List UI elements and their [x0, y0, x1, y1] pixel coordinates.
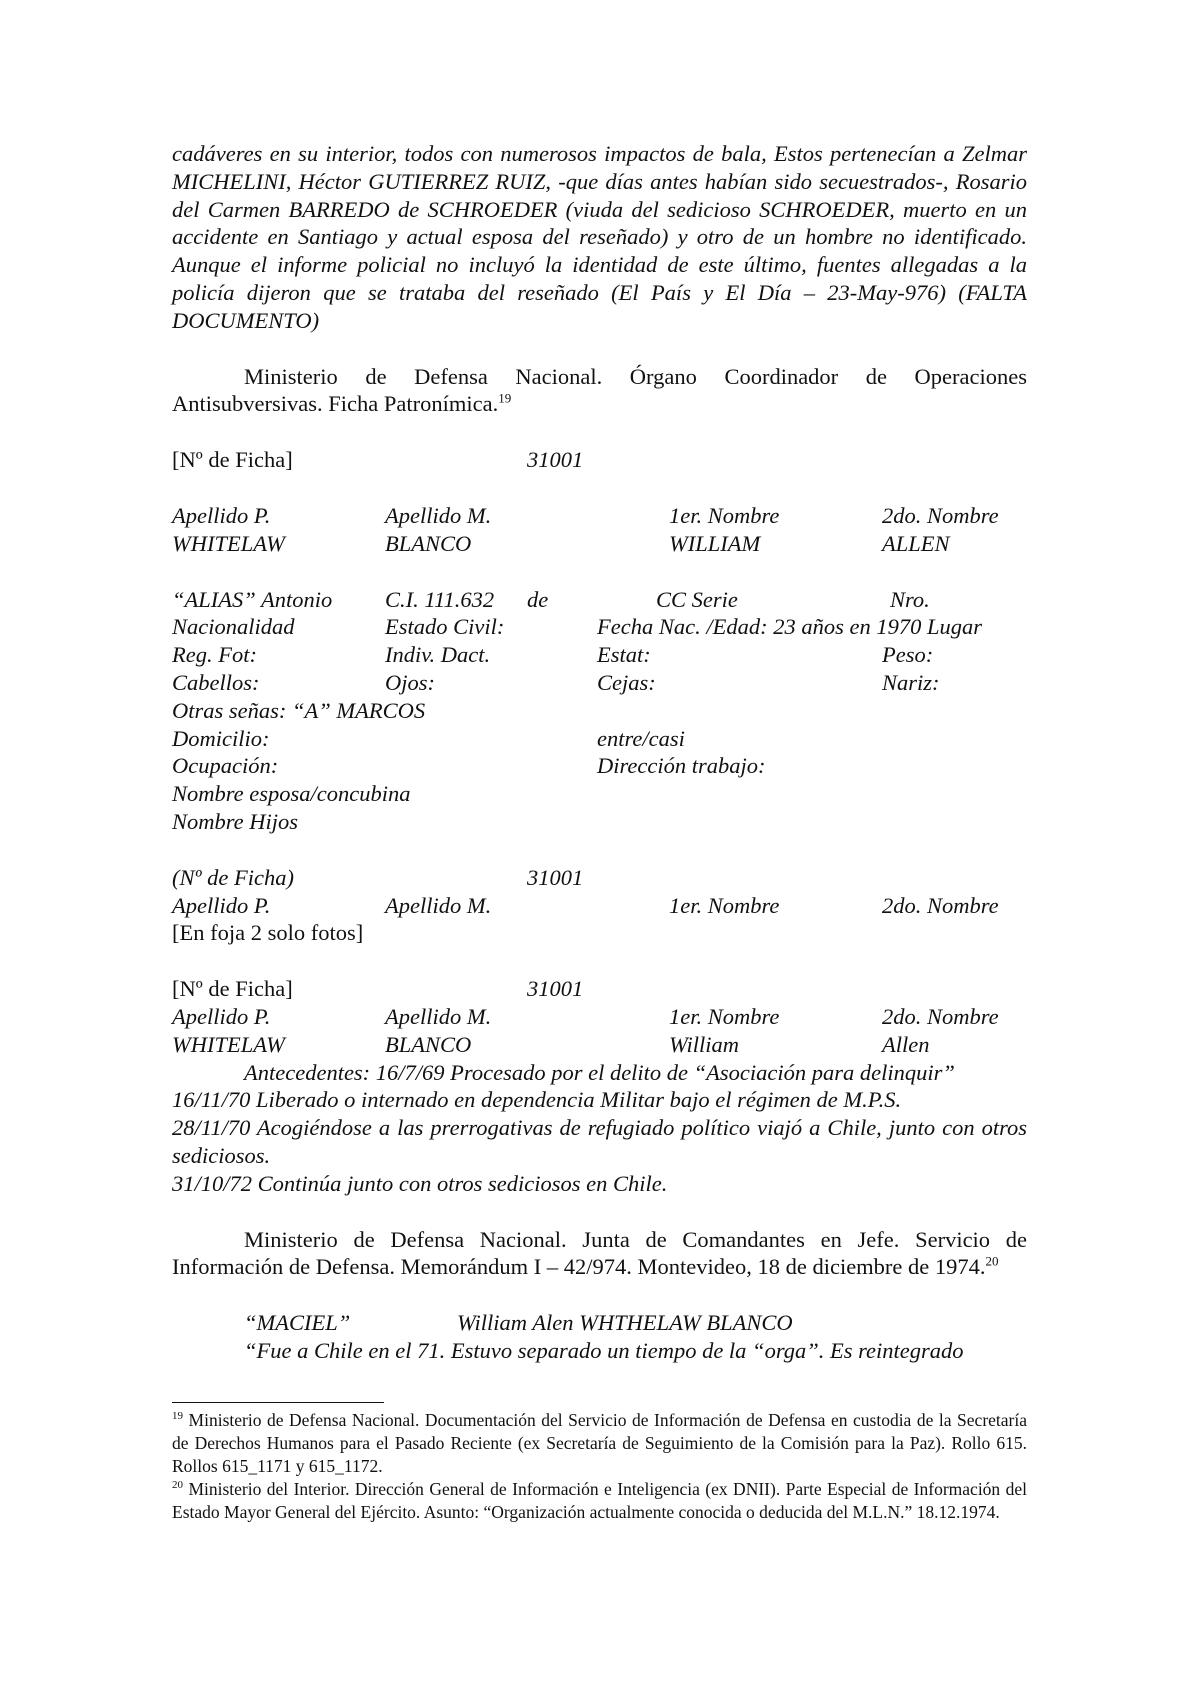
ficha2-header-2do-nombre: 2do. Nombre	[882, 892, 999, 918]
ci-de: de	[527, 586, 549, 612]
header-apellido-p: Apellido P.	[172, 502, 271, 528]
ficha3-number-row	[172, 975, 1027, 1003]
ojos-field: Ojos:	[385, 669, 435, 695]
maciel-alias: “MACIEL”	[244, 1310, 351, 1336]
estado-civil-field: Estado Civil:	[385, 614, 505, 640]
ficha1-otras-senas-row	[172, 697, 1027, 725]
indiv-dact-field: Indiv. Dact.	[385, 642, 491, 668]
otras-senas-field: Otras señas: “A” MARCOS	[172, 697, 426, 723]
footnote-19-number: 19	[172, 1410, 183, 1423]
name-apellido-m: BLANCO	[385, 530, 472, 556]
ficha3-header-2do-nombre: 2do. Nombre	[882, 1003, 999, 1029]
maciel-row	[172, 1309, 1027, 1337]
ficha3-number: 31001	[527, 976, 584, 1002]
footnote-19	[172, 1409, 1027, 1478]
reg-fot-field: Reg. Fot:	[172, 642, 257, 668]
domicilio-field: Domicilio:	[172, 725, 270, 751]
ficha3-name-1er-nombre: William	[669, 1031, 740, 1057]
entre-casi-field: entre/casi	[597, 725, 685, 751]
nombre-hijos-field: Nombre Hijos	[172, 808, 299, 834]
ficha3-name-apellido-p: WHITELAW	[172, 1031, 285, 1057]
direccion-trabajo-field: Dirección trabajo:	[597, 753, 766, 779]
ficha1-header-row	[172, 502, 1027, 530]
ficha1-label: [Nº de Ficha]	[172, 447, 293, 473]
ficha2-note-row	[172, 919, 1027, 947]
cejas-field: Cejas:	[597, 669, 656, 695]
ficha3-header-row	[172, 1003, 1027, 1031]
cabellos-field: Cabellos:	[172, 669, 260, 695]
ficha2-note: [En foja 2 solo fotos]	[172, 920, 364, 946]
ficha1-alias-row	[172, 586, 1027, 614]
ficha1-number: 31001	[527, 447, 584, 473]
name-2do-nombre: ALLEN	[882, 530, 950, 556]
ficha1-regfot-row	[172, 641, 1027, 669]
section1-heading-text: Ministerio de Defensa Nacional. Órgano Coordinador de Operaciones Antisubversivas. Ficha Patronímica.	[172, 363, 1027, 417]
footnote-20-number: 20	[172, 1479, 183, 1492]
header-apellido-m: Apellido M.	[385, 502, 492, 528]
ficha3-name-2do-nombre: Allen	[882, 1031, 930, 1057]
ficha3-header-apellido-m: Apellido M.	[385, 1003, 492, 1029]
ficha3-names-row	[172, 1031, 1027, 1059]
estat-field: Estat:	[597, 642, 651, 668]
ficha1-domicilio-row	[172, 725, 1027, 753]
footnote-ref-20: 20	[985, 1253, 999, 1269]
cc-serie-field: CC Serie	[656, 586, 738, 612]
ficha2-number-row	[172, 864, 1027, 892]
ci-field: C.I. 111.632	[385, 586, 495, 612]
ficha3-name-apellido-m: BLANCO	[385, 1031, 472, 1057]
ficha1-cabellos-row	[172, 669, 1027, 697]
ficha2-label: (Nº de Ficha)	[172, 864, 294, 890]
ficha2-header-apellido-m: Apellido M.	[385, 892, 492, 918]
document-page	[172, 140, 1027, 1365]
footnote-19-text: Ministerio de Defensa Nacional. Documentación del Servicio de Información de Defensa en custodia de la Secretaría de Derechos Humanos para el Pasado Reciente (ex Secretaría de Seguimiento de la Comisión para la Paz). Rollo 615. Rollos 615_1171 y 615_1172.	[172, 1410, 1028, 1476]
footnote-separator	[172, 1402, 384, 1403]
ficha2-header-row	[172, 892, 1027, 920]
name-1er-nombre: WILLIAM	[669, 530, 761, 556]
maciel-quote: “Fue a Chile en el 71. Estuvo separado un tiempo de la “orga”. Es reintegrado	[244, 1337, 964, 1363]
antecedentes-line-1: Antecedentes: 16/7/69 Procesado por el delito de “Asociación para delinquir”	[244, 1059, 955, 1085]
nombre-esposa-field: Nombre esposa/concubina	[172, 781, 411, 807]
ficha2-header-1er-nombre: 1er. Nombre	[669, 892, 780, 918]
footnotes	[172, 1409, 1027, 1524]
antecedentes-line-4: 31/10/72 Continúa junto con otros sediciosos en Chile.	[172, 1170, 668, 1196]
alias-field: “ALIAS” Antonio	[172, 586, 333, 612]
ficha2-header-apellido-p: Apellido P.	[172, 892, 271, 918]
footnote-20-text: Ministerio del Interior. Dirección General de Información e Inteligencia (ex DNII). Parte Especial de Información del Estado Mayor General del Ejército. Asunto: “Organización actualmente conocida o deducida del M.L.N.” 18.12.1974.	[172, 1479, 1027, 1522]
section2-heading-text: Ministerio de Defensa Nacional. Junta de Comandantes en Jefe. Servicio de Información de Defensa. Memorándum I – 42/974. Montevideo, 18 de diciembre de 1974.	[172, 1226, 1027, 1280]
section2-heading	[172, 1226, 1027, 1282]
ficha1-nacionalidad-row	[172, 613, 1027, 641]
section1-heading	[172, 363, 1027, 419]
footnote-ref-19: 19	[498, 390, 512, 406]
ficha3-label: [Nº de Ficha]	[172, 976, 293, 1002]
ficha1-number-row	[172, 446, 1027, 474]
nariz-field: Nariz:	[882, 669, 940, 695]
header-1er-nombre: 1er. Nombre	[669, 502, 780, 528]
antecedentes-line-3: 28/11/70 Acogiéndose a las prerrogativas de refugiado político viajó a Chile, junto con otros sediciosos.	[172, 1115, 1027, 1168]
header-2do-nombre: 2do. Nombre	[882, 502, 999, 528]
antecedentes-line-2: 16/11/70 Liberado o internado en dependencia Militar bajo el régimen de M.P.S.	[172, 1087, 902, 1113]
ocupacion-field: Ocupación:	[172, 753, 279, 779]
ficha1-ocupacion-row	[172, 752, 1027, 780]
peso-field: Peso:	[882, 642, 934, 668]
ficha1-esposa-row	[172, 780, 1027, 808]
fecha-nac-field: Fecha Nac. /Edad: 23 años en 1970 Lugar	[597, 614, 982, 640]
ficha3-header-1er-nombre: 1er. Nombre	[669, 1003, 780, 1029]
name-apellido-p: WHITELAW	[172, 530, 285, 556]
ficha1-names-row	[172, 530, 1027, 558]
maciel-name: William Alen WHTHELAW BLANCO	[457, 1310, 793, 1336]
nacionalidad-field: Nacionalidad	[172, 614, 295, 640]
ficha1-hijos-row	[172, 808, 1027, 836]
nro-field: Nro.	[890, 586, 930, 612]
intro-paragraph: cadáveres en su interior, todos con numerosos impactos de bala, Estos pertenecían a Zelmar MICHELINI, Héctor GUTIERREZ RUIZ, -que días antes habían sido secuestrados-, Rosario del Carmen BARREDO de SCHROEDER (viuda del sedicioso SCHROEDER, muerto en un accidente en Santiago y actual esposa del reseñado) y otro de un hombre no identificado. Aunque el informe policial no incluyó la identidad de este último, fuentes allegadas a la policía dijeron que se trataba del reseñado (El País y El Día – 23-May-976) (FALTA DOCUMENTO)	[172, 141, 1027, 333]
ficha2-number: 31001	[527, 864, 584, 890]
footnote-20	[172, 1478, 1027, 1524]
ficha3-header-apellido-p: Apellido P.	[172, 1003, 271, 1029]
